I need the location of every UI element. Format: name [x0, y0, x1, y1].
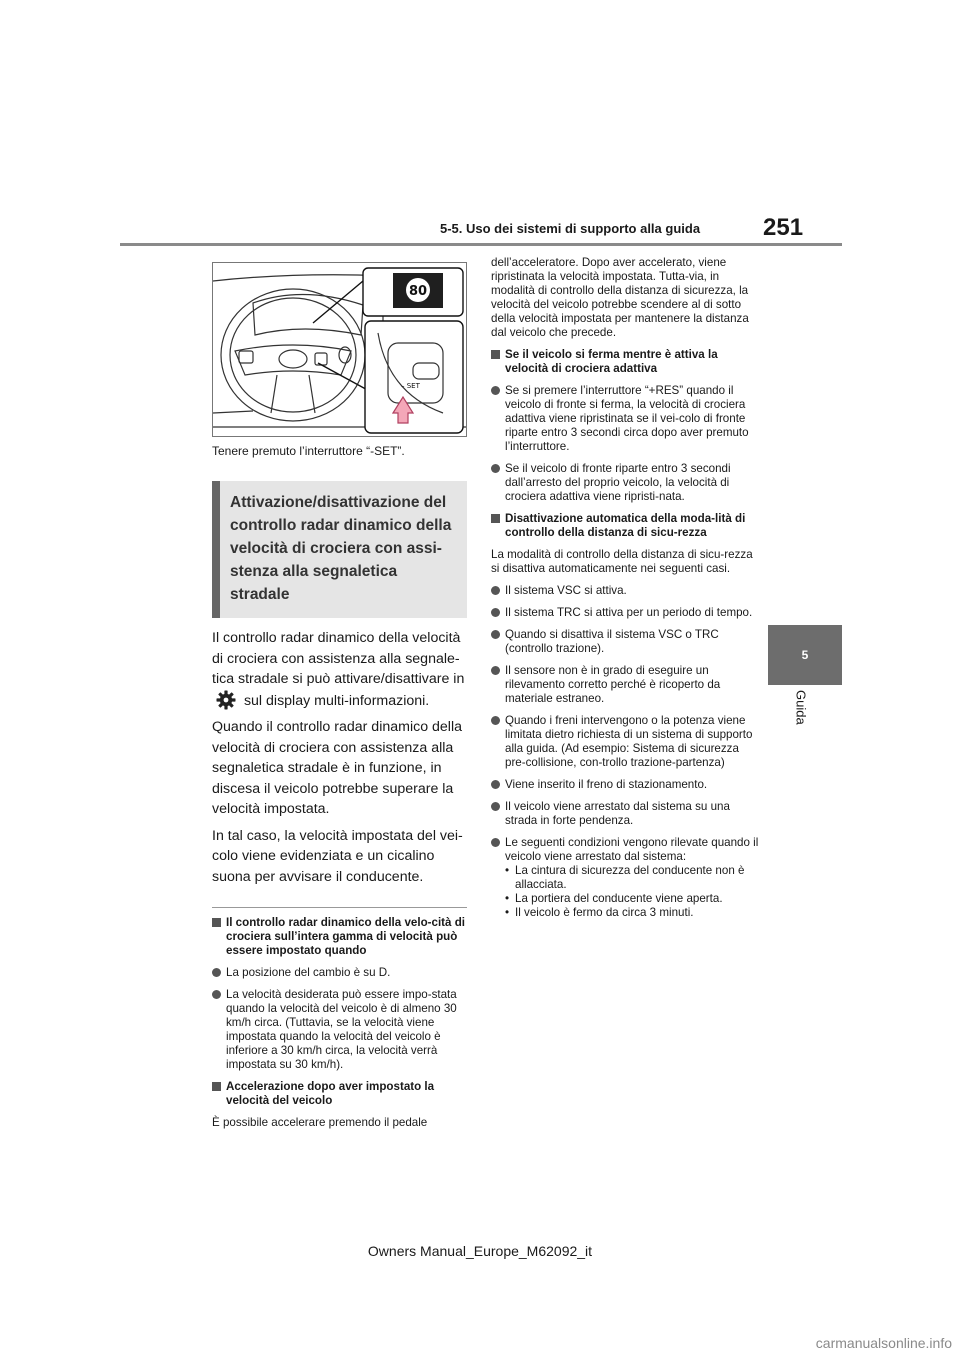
round-bullet-icon — [491, 608, 500, 617]
chapter-label: Guida — [793, 690, 809, 725]
condition-item: • La portiera del conducente viene aperta. — [505, 892, 723, 905]
section-heading: Attivazione/disattivazione del controllo radar dinamico della velocità di crociera con assi-stenza alla segnaletica stradale — [212, 481, 467, 618]
note-heading: Disattivazione automatica della moda-lità di controllo della distanza di sicu-rezza — [491, 512, 759, 540]
note-bullet: Il sensore non è in grado di eseguire un rilevamento corretto perché è ricoperto da materiale estraneo. — [491, 664, 759, 706]
note-bullet: Se il veicolo di fronte riparte entro 3 secondi dall’arresto del proprio veicolo, la velocità di crociera adattiva viene ripristi-nata. — [491, 462, 759, 504]
square-bullet-icon — [491, 514, 500, 523]
conditions-intro: Le seguenti condizioni vengono rilevate quando il veicolo viene arrestato dal sistema: — [505, 836, 759, 863]
round-bullet-icon — [491, 838, 500, 847]
paragraph-activation-end: sul display multi-informazioni. — [243, 692, 430, 709]
steering-wheel-drawing — [213, 263, 466, 436]
footer-doc-id: Owners Manual_Europe_M62092_it — [367, 1243, 593, 1259]
round-bullet-icon — [491, 666, 500, 675]
round-bullet-icon — [491, 586, 500, 595]
page-number: 251 — [763, 214, 804, 241]
round-bullet-icon — [491, 386, 500, 395]
paragraph-buzzer: In tal caso, la velocità impostata del vei-colo viene evidenziata e un cicalino suona per avvisare il conducente. — [212, 827, 463, 885]
note-bullet: Quando si disattiva il sistema VSC o TRC (controllo trazione). — [491, 628, 759, 656]
note-bullet: Se si premere l’interruttore “+RES” quando il veicolo di fronte si ferma, la velocità di crociera adattiva viene ripristinata se il vei-colo di fronte riparte entro 3 secondi circa dopo aver premuto l’interruttore. — [491, 384, 759, 454]
condition-item: • Il veicolo è fermo da circa 3 minuti. — [505, 906, 694, 919]
round-bullet-icon — [491, 630, 500, 639]
watermark: carmanualsonline.info — [815, 1335, 952, 1351]
square-bullet-icon — [212, 1082, 221, 1091]
steering-wheel-illustration — [212, 262, 467, 437]
section-title: 5-5. Uso dei sistemi di supporto alla guida — [440, 221, 701, 236]
note-heading: Accelerazione dopo aver impostato la velocità del veicolo — [212, 1080, 467, 1108]
set-button-label: – SET — [401, 382, 420, 390]
note-bullet: Viene inserito il freno di stazionamento. — [491, 778, 759, 792]
paragraph-activation — [212, 628, 467, 711]
chapter-number: 5 — [801, 648, 809, 662]
notes-divider — [212, 907, 467, 908]
note-heading: Il controllo radar dinamico della velo-cità di crociera sull’intera gamma di velocità può essere impostato quando — [212, 916, 467, 958]
note-bullet: Quando i freni intervengono o la potenza viene limitata dietro richiesta di un sistema di supporto alla guida. (Ad esempio: Sistema di sicurezza pre-collisione, con-trollo trazione-partenza) — [491, 714, 759, 770]
note-bullet: Il veicolo viene arrestato dal sistema su una strada in forte pendenza. — [491, 800, 759, 828]
round-bullet-icon — [212, 968, 221, 977]
round-bullet-icon — [491, 464, 500, 473]
gear-icon — [216, 690, 236, 710]
paragraph-activation-start: Il controllo radar dinamico della velocità di crociera con assistenza alla segnale-tica stradale si può attivare/disattivare in — [212, 630, 465, 687]
round-bullet-icon — [491, 716, 500, 725]
condition-item: • La cintura di sicurezza del conducente non è allacciata. — [505, 864, 745, 891]
figure-caption: Tenere premuto l’interruttore “-SET”. — [212, 444, 405, 458]
main-text — [212, 628, 467, 887]
note-heading: Se il veicolo si ferma mentre è attiva la velocità di crociera adattiva — [491, 348, 759, 376]
square-bullet-icon — [212, 918, 221, 927]
paragraph-downhill: Quando il controllo radar dinamico della velocità di crociera con assistenza alla segnaletica stradale è in funzione, in discesa il veicolo potrebbe superare la velocità impostata. — [212, 719, 462, 817]
conditions-list — [505, 864, 759, 920]
note-bullet: La velocità desiderata può essere impo-stata quando la velocità del veicolo è di almeno 30 km/h circa. (Tuttavia, se la velocità viene impostata quando la velocità del veicolo è inferiore a 30 km/h circa, la velocità verrà impostata su 30 km/h). — [212, 988, 467, 1072]
round-bullet-icon — [212, 990, 221, 999]
chapter-tab — [768, 625, 842, 685]
note-bullet: La posizione del cambio è su D. — [212, 966, 467, 980]
right-column — [491, 256, 759, 928]
left-notes — [212, 916, 467, 1130]
round-bullet-icon — [491, 802, 500, 811]
note-bullet: Il sistema TRC si attiva per un periodo di tempo. — [491, 606, 759, 620]
note-paragraph: La modalità di controllo della distanza di sicu-rezza si disattiva automaticamente nei seguenti casi. — [491, 548, 753, 575]
left-column — [212, 262, 467, 1138]
header-rule — [120, 243, 842, 246]
note-bullet — [491, 836, 759, 920]
note-bullet: Il sistema VSC si attiva. — [491, 584, 759, 598]
speed-display-value: 80 — [408, 284, 428, 299]
square-bullet-icon — [491, 350, 500, 359]
note-paragraph: È possibile accelerare premendo il pedale — [212, 1116, 428, 1129]
round-bullet-icon — [491, 780, 500, 789]
note-paragraph-continued: dell’acceleratore. Dopo aver accelerato, viene ripristinata la velocità impostata. Tutta-via, in modalità di controllo della distanza di sicurezza, la velocità del veicolo potrebbe scendere al di sotto della velocità impostata per mantenere la distanza dal veicolo che precede. — [491, 256, 749, 339]
